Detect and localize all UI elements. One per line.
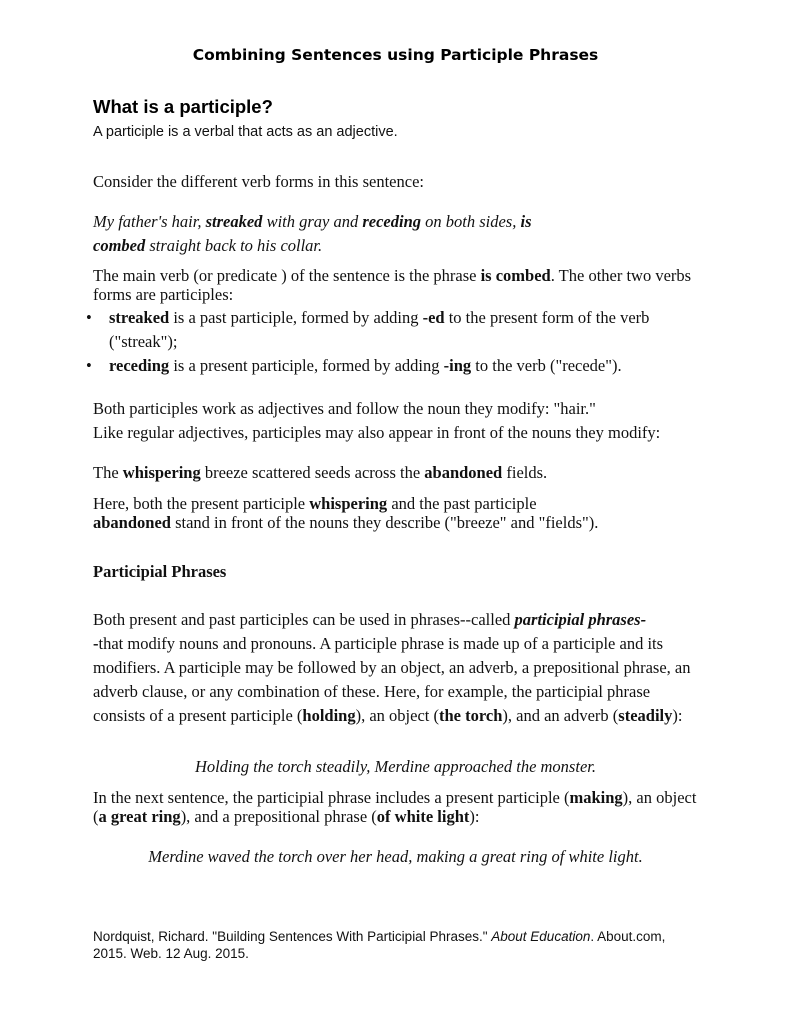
consider-text: Consider the different verb forms in this sentence: bbox=[93, 172, 424, 191]
example-sentence-1: My father's hair, streaked with gray and receding on both sides, is combed straight back to his collar. bbox=[93, 212, 532, 255]
both-work-text: Both participles work as adjectives and follow the noun they modify: "hair." bbox=[93, 399, 596, 418]
citation: Nordquist, Richard. "Building Sentences With Participial Phrases." About Education. About.com, 2015. Web. 12 Aug. 2015. bbox=[93, 929, 666, 961]
bullet: • bbox=[86, 308, 92, 327]
list-item: • receding is a present participle, formed by adding -ing to the verb ("recede"). bbox=[93, 354, 708, 378]
bullet: • bbox=[86, 356, 92, 375]
page-title: Combining Sentences using Participle Phrases bbox=[192, 46, 599, 64]
definition-text: A participle is a verbal that acts as an adjective. bbox=[93, 124, 398, 140]
section-heading-participial-phrases: Participial Phrases bbox=[93, 562, 227, 581]
example-sentence-4: Merdine waved the torch over her head, making a great ring of white light. bbox=[148, 847, 643, 866]
list-item: • streaked is a past participle, formed by adding -ed to the present form of the verb ("streak"); bbox=[86, 308, 650, 351]
heading-what-is-participle: What is a participle? bbox=[93, 96, 273, 117]
participial-phrases-paragraph: Both present and past participles can be used in phrases--called participial phrases- -that modify nouns and pronouns. A participle phrase is made up of a participle and its modifiers. A participle may be followed by an object, an adverb, a prepositional phrase, an adverb clause, or any combination of these. Here, for example, the participial phrase consists of a present participle (holding), an object (the torch), and an adverb (steadily): bbox=[93, 610, 691, 725]
main-verb-paragraph: The main verb (or predicate ) of the sentence is the phrase is combed. The other two verbs forms are participles: bbox=[93, 266, 692, 304]
participle-list bbox=[86, 306, 708, 378]
example-sentence-2: The whispering breeze scattered seeds across the abandoned fields. bbox=[93, 463, 548, 482]
like-regular-text: Like regular adjectives, participles may also appear in front of the nouns they modify: bbox=[93, 423, 661, 442]
here-both-paragraph: Here, both the present participle whispering and the past participle abandoned stand in front of the nouns they describe ("breeze" and "fields"). bbox=[93, 494, 599, 532]
next-sentence-paragraph: In the next sentence, the participial phrase includes a present participle (making), an object (a great ring), and a prepositional phrase (of white light): bbox=[93, 788, 697, 826]
example-sentence-3: Holding the torch steadily, Merdine approached the monster. bbox=[195, 757, 596, 776]
